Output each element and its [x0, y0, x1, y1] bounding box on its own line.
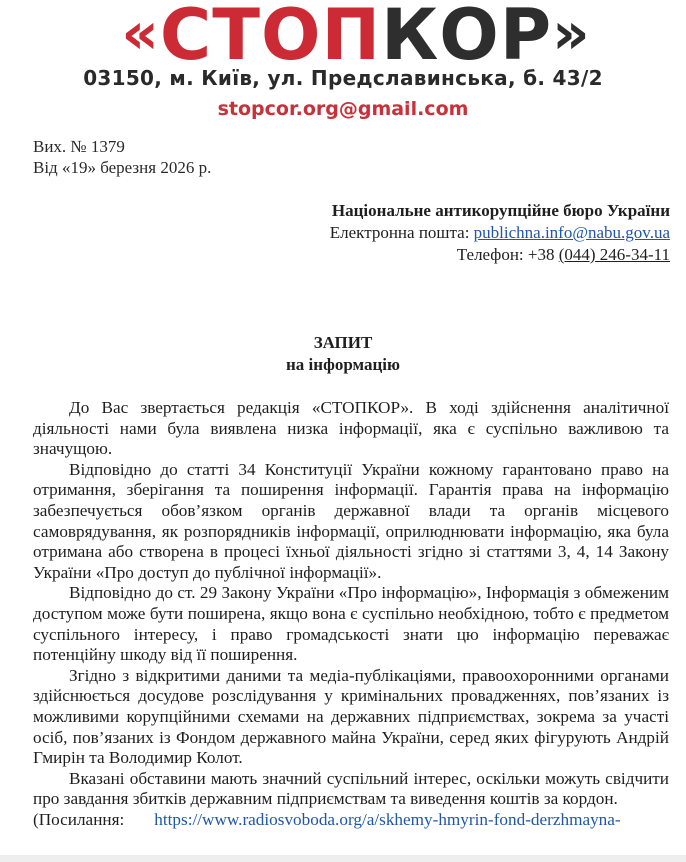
sender-email: stopcor.org@gmail.com: [217, 98, 469, 120]
outgoing-date: Від «19» березня 2026 р.: [33, 158, 212, 177]
body-paragraph: Згідно з відкритими даними та медіа-публікаціями, правоохоронними органами здійснюється досудове розслідування у кримінальних провадженнях, пов’язаних із можливими корупційними схемами на державних підприємствах, зокрема за участі осіб, пов’язаних із Фондом державного майна України, серед яких фігурують Андрій Гмирін та Володимир Колот.: [33, 665, 669, 768]
recipient-phone-line: [330, 244, 670, 266]
body-paragraph: Вказані обставини мають значний суспільний інтерес, оскільки можуть свідчити про завдання збитків державним підприємствам та виведення коштів за кордон.: [33, 768, 669, 809]
body-paragraph: Відповідно до статті 34 Конституції України кожному гарантовано право на отримання, зберігання та поширення інформації. Гарантія права на інформацію забезпечується обов’язком органів державної влади та органів місцевого самоврядування, як розпорядників інформації, оприлюднювати інформацію, яка була отримана або створена в процесі їхньої діяльності згідно зі статтями 3, 4, 14 Закону України «Про доступ до публічної інформації».: [33, 459, 669, 582]
recipient-email-line: [330, 222, 670, 244]
outgoing-reference: [33, 136, 211, 178]
outgoing-number: Вих. № 1379: [33, 137, 125, 156]
body-paragraph: Відповідно до ст. 29 Закону України «Про інформацію», Інформація з обмеженим доступом може бути поширена, якщо вона є суспільно необхідною, тобто є предметом суспільного інтересу, і право громадськості знати цю інформацію переважає потенційну шкоду від її поширення.: [33, 583, 669, 665]
logo-dark-part: КОР: [381, 0, 553, 76]
body-paragraph: До Вас звертається редакція «СТОПКОР». В ході здійснення аналітичної діяльності нами була виявлена низка інформації, яка є суспільно важливою та значущою.: [33, 398, 669, 459]
reference-link[interactable]: https://www.radiosvoboda.org/a/skhemy-hmyrin-fond-derzhmayna-: [154, 809, 621, 829]
recipient-phone-number: (044) 246-34-11: [558, 245, 670, 264]
sender-address: 03150, м. Київ, ул. Предславинська, б. 43/2: [83, 66, 603, 90]
stopcor-logo: [96, 0, 616, 76]
recipient-organization: Національне антикорупційне бюро України: [331, 201, 670, 220]
title-main: ЗАПИТ: [313, 333, 373, 352]
logo-close-quote: »: [552, 0, 591, 67]
reference-line: [33, 810, 669, 831]
document-body: [33, 398, 669, 830]
recipient-email-link[interactable]: publichna.info@nabu.gov.ua: [473, 223, 670, 242]
recipient-block: [330, 200, 670, 266]
recipient-phone-label: Телефон: +38: [456, 245, 559, 264]
page-bottom-edge: [0, 855, 686, 862]
title-sub: на інформацію: [286, 355, 400, 374]
logo-red-part: СТОП: [159, 0, 382, 76]
reference-label: (Посилання:: [33, 809, 125, 829]
recipient-email-label: Електронна пошта:: [329, 223, 474, 242]
logo-open-quote: «: [121, 0, 160, 67]
document-title: [0, 332, 686, 376]
